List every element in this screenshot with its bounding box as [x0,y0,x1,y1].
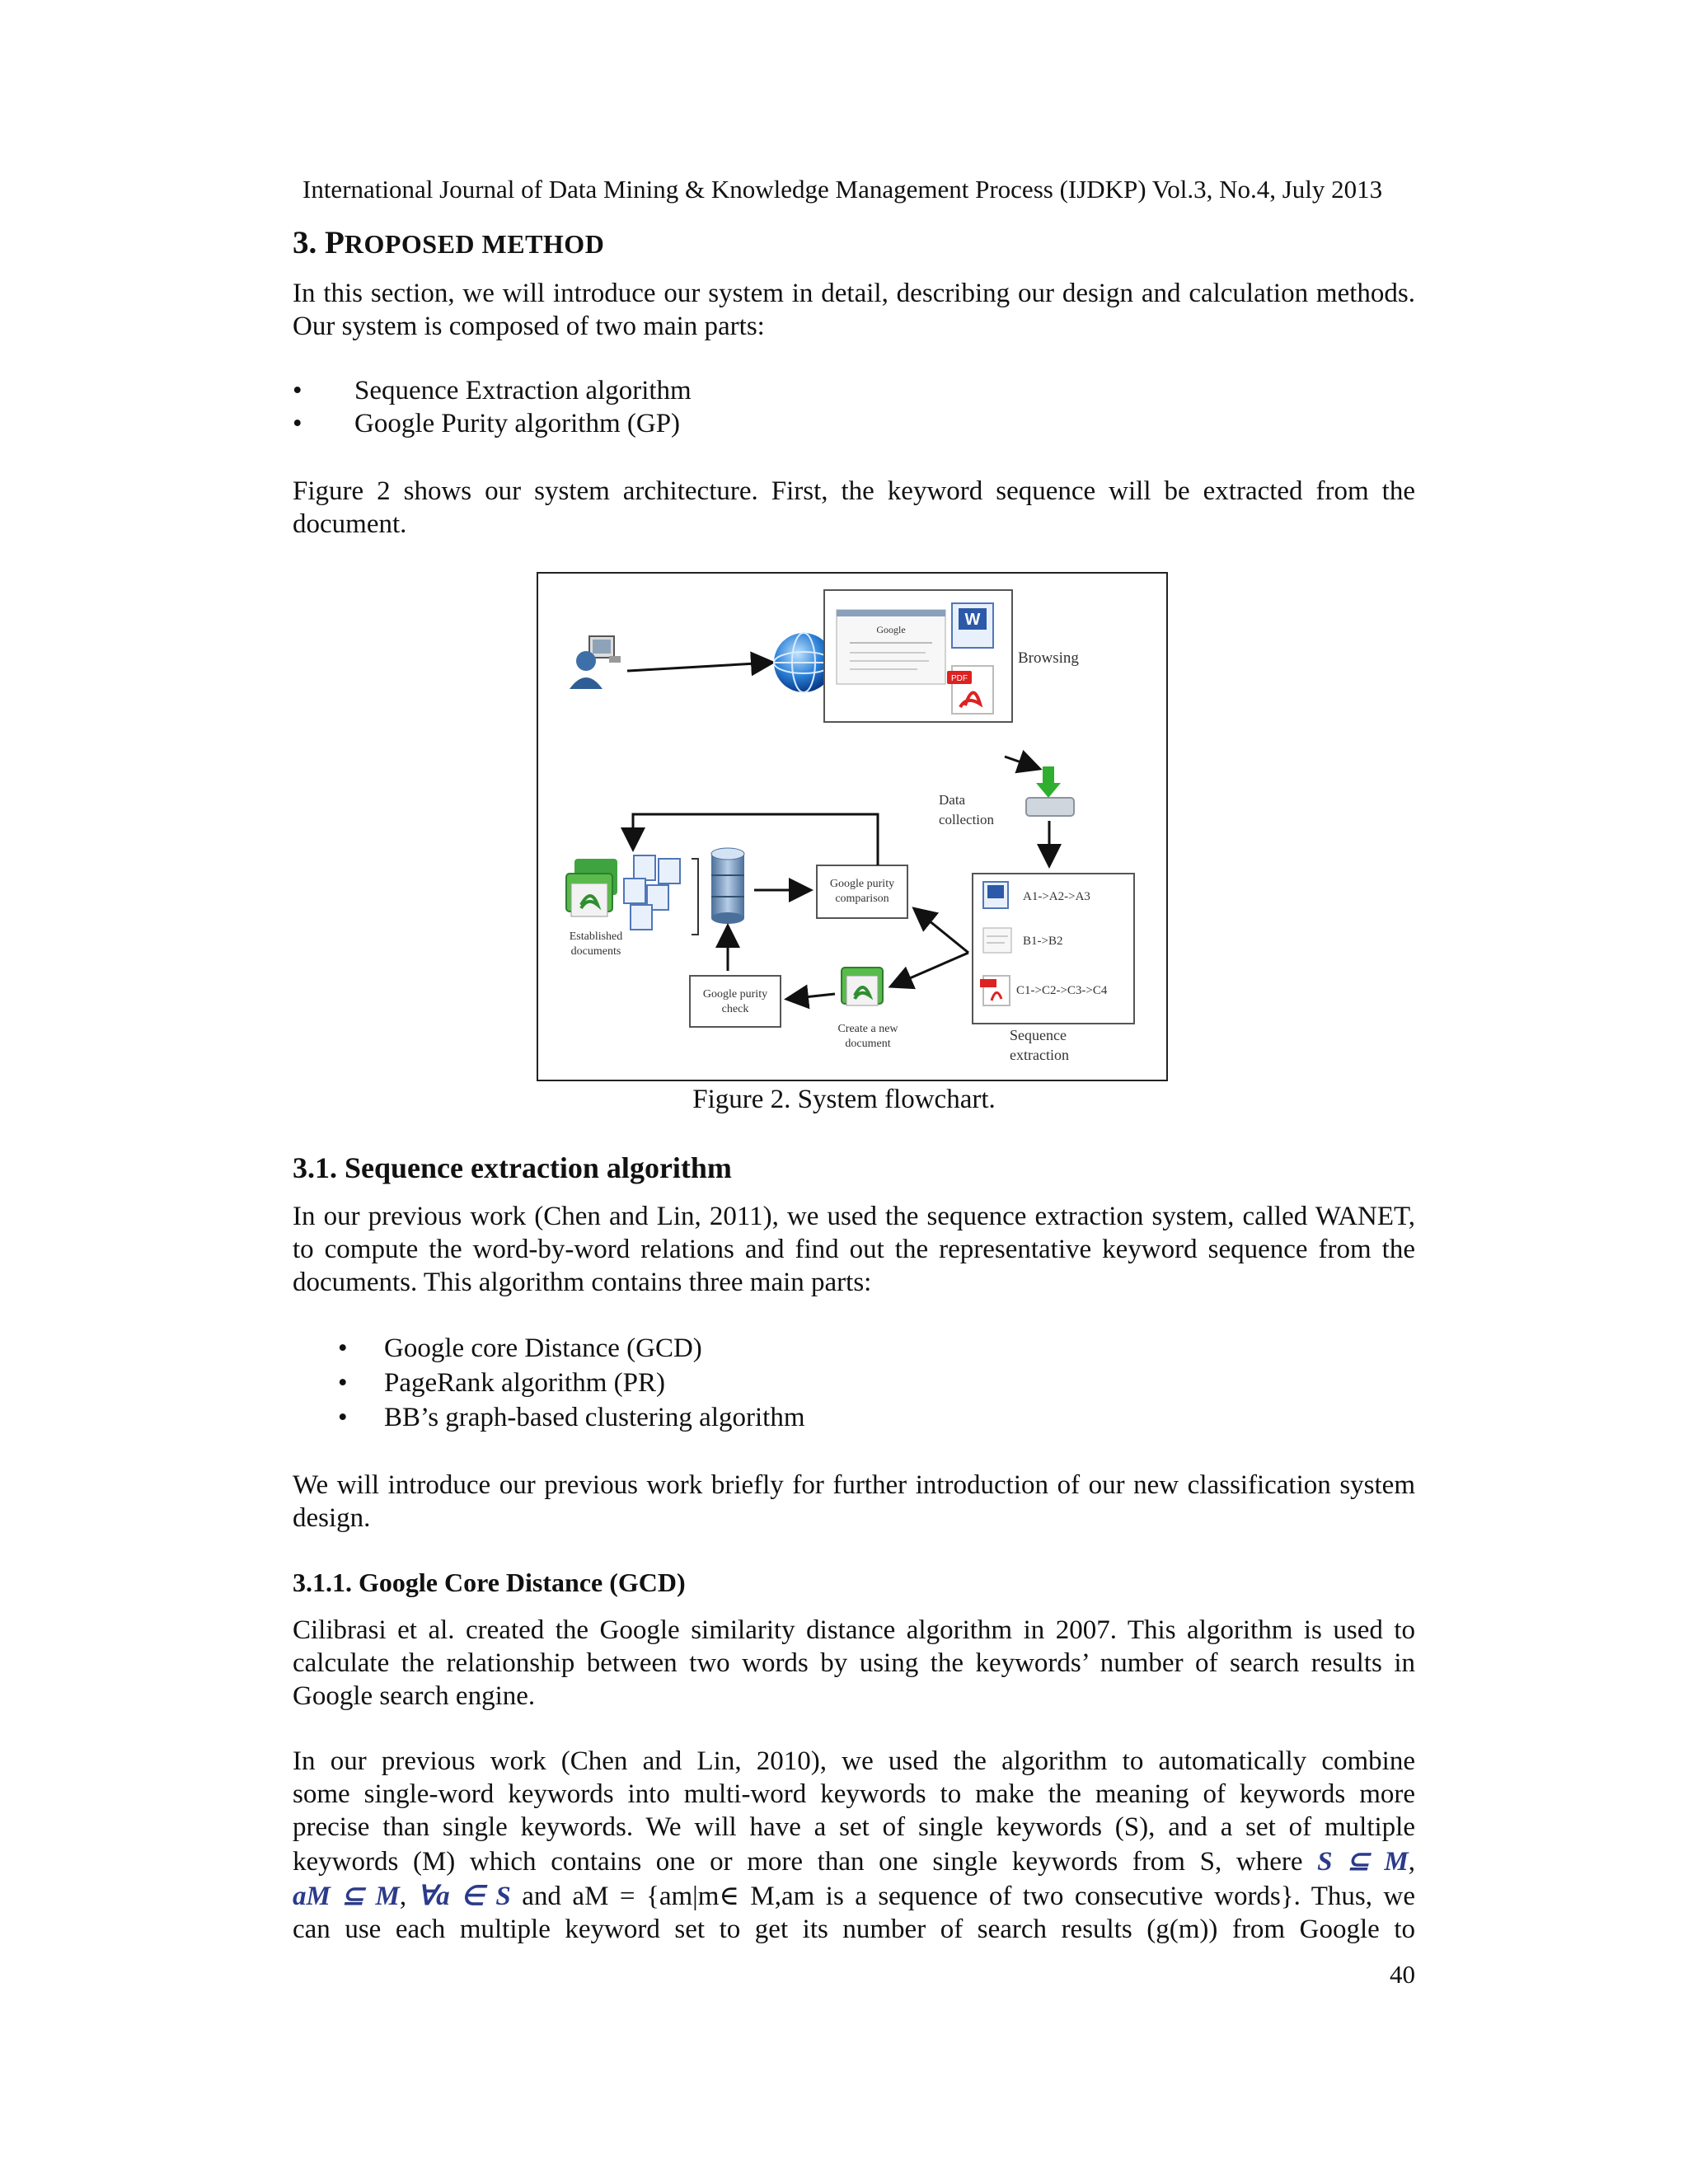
svg-text:Browsing: Browsing [1018,649,1079,667]
svg-text:PDF: PDF [951,674,968,683]
svg-text:extraction: extraction [1010,1047,1069,1063]
svg-text:document: document [845,1038,891,1050]
data-collection-icon [1026,766,1074,816]
subsection-3-1-paragraph: In our previous work (Chen and Lin, 2011), we used the sequence extraction system, called WANET, to compute the word-by-word relations and find out the representative keyword sequence from the documents. This algorithm contains three main parts: [293,1202,1415,1297]
p2-line-3: precise than single keywords. We will have a set of single keywords (S), and a set of multiple [293,1812,1415,1842]
section-title-rest: ROPOSED [344,229,482,259]
subsection-3-1-1-paragraph: Cilibrasi et al. created the Google similarity distance algorithm in 2007. This algorithm is used to calculate the relationship between two words by using the keywords’ number of search results in Google search engine. [293,1615,1415,1711]
subsection-3-1-paragraph-2: We will introduce our previous work briefly for further introduction of our new classification system design. [293,1470,1415,1533]
running-header: International Journal of Data Mining & Knowledge Management Process (IJDKP) Vol.3, No.4, July 2013 [302,175,1383,204]
seq-word-icon [983,882,1008,908]
user-computer-icon [570,636,621,689]
svg-text:B1->B2: B1->B2 [1023,935,1063,948]
seq-pdf-icon [980,976,1010,1005]
bracket [692,859,698,935]
section-title-initial: P [325,225,345,260]
google-purity-comparison-box [817,865,907,918]
math-s-subset-m: S ⊆ M [1317,1847,1409,1877]
svg-text:W: W [964,611,981,629]
p2-line-1: In our previous work (Chen and Lin, 2010), we used the algorithm to automatically combine [293,1746,1415,1776]
intro-paragraph-2: Figure 2 shows our system architecture. First, the keyword sequence will be extracted from the document. [293,476,1415,539]
svg-text:Create a new: Create a new [837,1023,898,1035]
browser-window-icon [837,610,945,684]
svg-text:Google: Google [876,624,906,635]
p2-line-2: some single-word keywords into multi-word keywords to make the meaning of keywords more [293,1779,1415,1809]
new-document-icon [842,968,883,1005]
seq-web-icon [983,928,1011,953]
subsection-3-1-1-paragraph-2 [293,1745,1415,1946]
p2-line-5: aM ⊆ M, ∀a ∈ S and aM = {am|m∈ M,am is a sequence of two consecutive words}. Thus, we [293,1882,1415,1911]
section-title-word2: METHOD [481,229,605,259]
svg-text:documents: documents [570,945,621,958]
svg-text:C1->C2->C3->C4: C1->C2->C3->C4 [1016,984,1108,997]
flowchart-svg [538,574,1166,1080]
math-am-subset-m: aM ⊆ M [293,1882,400,1911]
paper-page: International Journal of Data Mining & Knowledge Management Process (IJDKP) Vol.3, No.4, July 2013 3. PROPOSED METHOD In this section, we will introduce our system in detail, describing our design and calculation methods. Our system is composed of two main parts: • Sequence Extraction algorithm • Google Purity algorithm (GP) Figure 2 shows our system architecture. First, the keyword sequence will be extracted from the document. Google W PDF Browsing Data collection A1->A2->A3 B1->B2 C1->C2->C3->C4 Sequence extraction Google purity comparison Established documents Google purity check Create a new document Figure 2. System flowchart. 3.1. Sequence extraction algorithm In our previous work (Chen and Lin, 2011), we used the sequence extraction system, called WANET, to compute the word-by-word relations and find out the representative keyword sequence from the documents. This algorithm contains three main parts: • Google core Distance (GCD) • PageRank algorithm (PR) • BB’s graph-based clustering algorithm We will introduce our previous work briefly for further introduction of our new classification system design. 3.1.1. Google Core Distance (GCD) Cilibrasi et al. created the Google similarity distance algorithm in 2007. This algorithm is used to calculate the relationship between two words by using the keywords’ number of search results in Google search engine. In our previous work (Chen and Lin, 2010), we used the algorithm to automatically combine some single-word keywords into multi-word keywords to make the meaning of keywords more precise than single keywords. We will have a set of single keywords (S), and a set of multiple keywords (M) which contains one or more than one single keywords from S, where S ⊆ M, aM ⊆ M, ∀a ∈ S and aM = {am|m∈ M,am is a sequence of two consecutive words}. Thus, we can use each multiple keyword set to get its number of search results (g(m)) from Google to 40 [0,0,1688,2184]
system-flowchart-figure [537,572,1168,1081]
intro-paragraph: In this section, we will introduce our system in detail, describing our design and calculation methods. Our system is composed of two main parts: [293,279,1415,341]
svg-text:check: check [721,1003,749,1015]
subsection-3-1-1-title: 3.1.1. Google Core Distance (GCD) [293,1568,686,1597]
section-number: 3. [293,225,317,260]
svg-text:Google purity: Google purity [702,988,768,1001]
google-purity-check-box [690,976,781,1027]
p2-line-4: keywords (M) which contains one or more than one single keywords from S, where S ⊆ M, [293,1847,1415,1877]
subsection-3-1-title: 3.1. Sequence extraction algorithm [293,1151,732,1184]
database-icon [711,848,744,924]
svg-text:Data: Data [939,792,966,808]
svg-text:collection: collection [939,812,995,827]
page-number: 40 [1390,1960,1415,1989]
section-heading [293,224,604,261]
svg-text:comparison: comparison [835,893,889,905]
math-forall-a: ∀a ∈ S [417,1882,511,1911]
svg-text:Google purity: Google purity [829,878,895,890]
figure-caption: Figure 2. System flowchart. [692,1085,996,1114]
svg-text:A1->A2->A3: A1->A2->A3 [1023,890,1090,903]
established-documents-icon [566,855,680,930]
word-document-icon [952,603,993,648]
svg-text:Sequence: Sequence [1010,1027,1067,1043]
pdf-document-icon [947,666,993,714]
p2-line-6: can use each multiple keyword set to get its number of search results (g(m)) from Google to [293,1915,1415,1944]
svg-text:Established: Established [569,930,623,943]
